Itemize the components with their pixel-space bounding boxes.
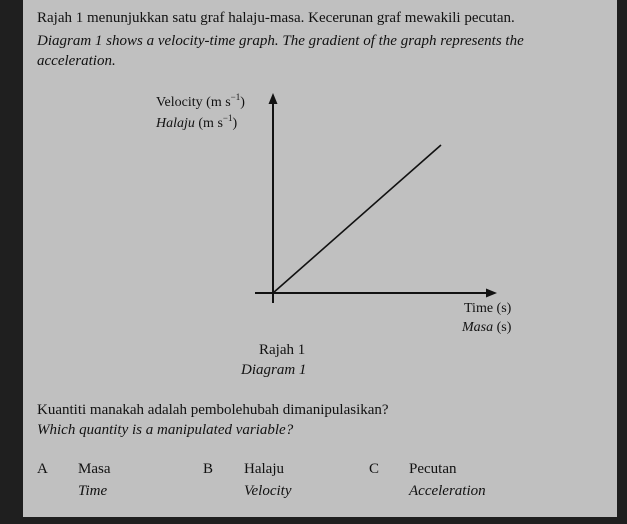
option-c-english: Acceleration [409,483,486,499]
y-axis-label-english [156,92,245,111]
velocity-line [273,145,441,293]
x-label-ms-text: Masa [462,320,494,335]
y-unit-exponent-2: −1 [222,113,233,123]
intro-english-line-2: acceleration. [37,53,116,69]
x-unit: (s) [496,320,512,335]
option-a-english: Time [78,483,108,499]
y-unit-close: ) [240,95,245,110]
y-label-en-text: Velocity [156,95,203,110]
option-a-letter: A [37,461,48,477]
option-b-english: Velocity [244,483,292,499]
y-unit-exponent: −1 [230,92,241,102]
caption-english: Diagram 1 [241,362,307,378]
option-a-malay: Masa [78,461,111,477]
y-unit-open: (m s [206,95,231,110]
option-c-malay: Pecutan [409,461,457,477]
y-unit-open-2: (m s [198,116,223,131]
question-sheet [23,0,617,517]
y-unit-close-2: ) [232,116,238,131]
x-axis-arrowhead [486,289,497,298]
question-malay: Kuantiti manakah adalah pembolehubah dimanipulasikan? [37,402,389,418]
intro-malay: Rajah 1 menunjukkan satu graf halaju-masa. Kecerunan graf mewakili pecutan. [37,10,515,26]
y-axis-arrowhead [269,93,278,104]
x-axis-label-english: Time (s) [464,301,512,316]
option-b-malay: Halaju [244,461,284,477]
x-axis-label-malay [462,320,511,336]
velocity-time-graph [23,0,617,517]
y-label-ms-text: Halaju [156,116,195,131]
caption-malay: Rajah 1 [259,342,306,358]
option-c-letter: C [369,461,380,477]
intro-english-line-1: Diagram 1 shows a velocity-time graph. The gradient of the graph represents the [37,33,524,49]
question-english: Which quantity is a manipulated variable? [37,422,294,438]
option-b-letter: B [203,461,214,477]
y-axis-label-malay [156,113,238,132]
